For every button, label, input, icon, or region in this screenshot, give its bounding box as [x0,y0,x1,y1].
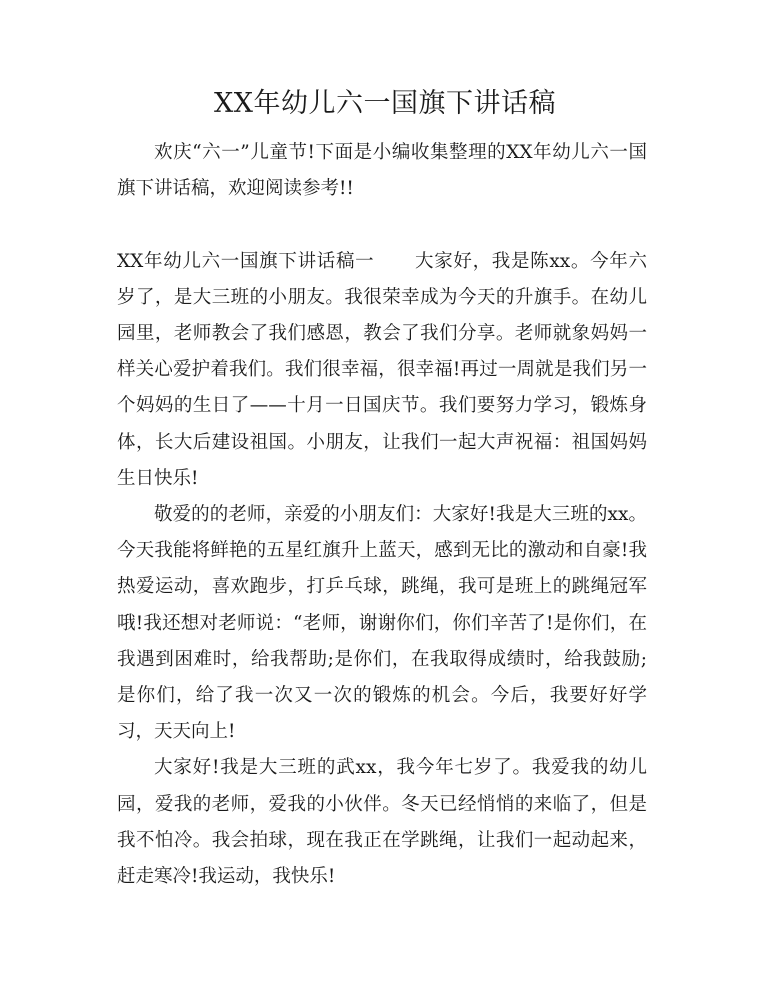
document-title: XX年幼儿六一国旗下讲话稿 [214,88,556,119]
speech-paragraph-3: 大家好!我是大三班的武xx，我今年七岁了。我爱我的幼儿园，爱我的老师，爱我的小伙伴。冬天已经悄悄的来临了，但是我不怕冷。我会拍球，现在我正在学跳绳，让我们一起动起来，赶走寒冷!我运动，我快乐! [117,757,647,888]
paragraph-gap [117,207,647,243]
speech-1-text: 大家好，我是陈xx。今年六岁了，是大三班的小朋友。我很荣幸成为今天的升旗手。在幼儿园里，老师教会了我们感恩，教会了我们分享。老师就象妈妈一样关心爱护着我们。我们很幸福，很幸福!再过一周就是我们另一个妈妈的生日了——十月一日国庆节。我们要努力学习，锻炼身体，长大后建设祖国。小朋友，让我们一起大声祝福：祖国妈妈 生日快乐! [117,250,647,489]
speech-paragraph-1 [117,244,647,497]
intro-paragraph: 欢庆“六一”儿童节!下面是小编收集整理的XX年幼儿六一国旗下讲话稿，欢迎阅读参考!! [117,142,647,200]
section-heading: XX年幼儿六一国旗下讲话稿一 [117,250,375,272]
document-body [117,135,647,895]
speech-paragraph-2: 敬爱的的老师，亲爱的小朋友们：大家好!我是大三班的xx。今天我能将鲜艳的五星红旗升上蓝天，感到无比的激动和自豪!我热爱运动，喜欢跑步，打乒乓球，跳绳，我可是班上的跳绳冠军哦!我还想对老师说：“老师，谢谢你们，你们辛苦了!是你们，在我遇到困难时，给我帮助;是你们，在我取得成绩时，给我鼓励;是你们，给了我一次又一次的锻炼的机会。今后，我要好好学习，天天向上! [117,504,647,743]
